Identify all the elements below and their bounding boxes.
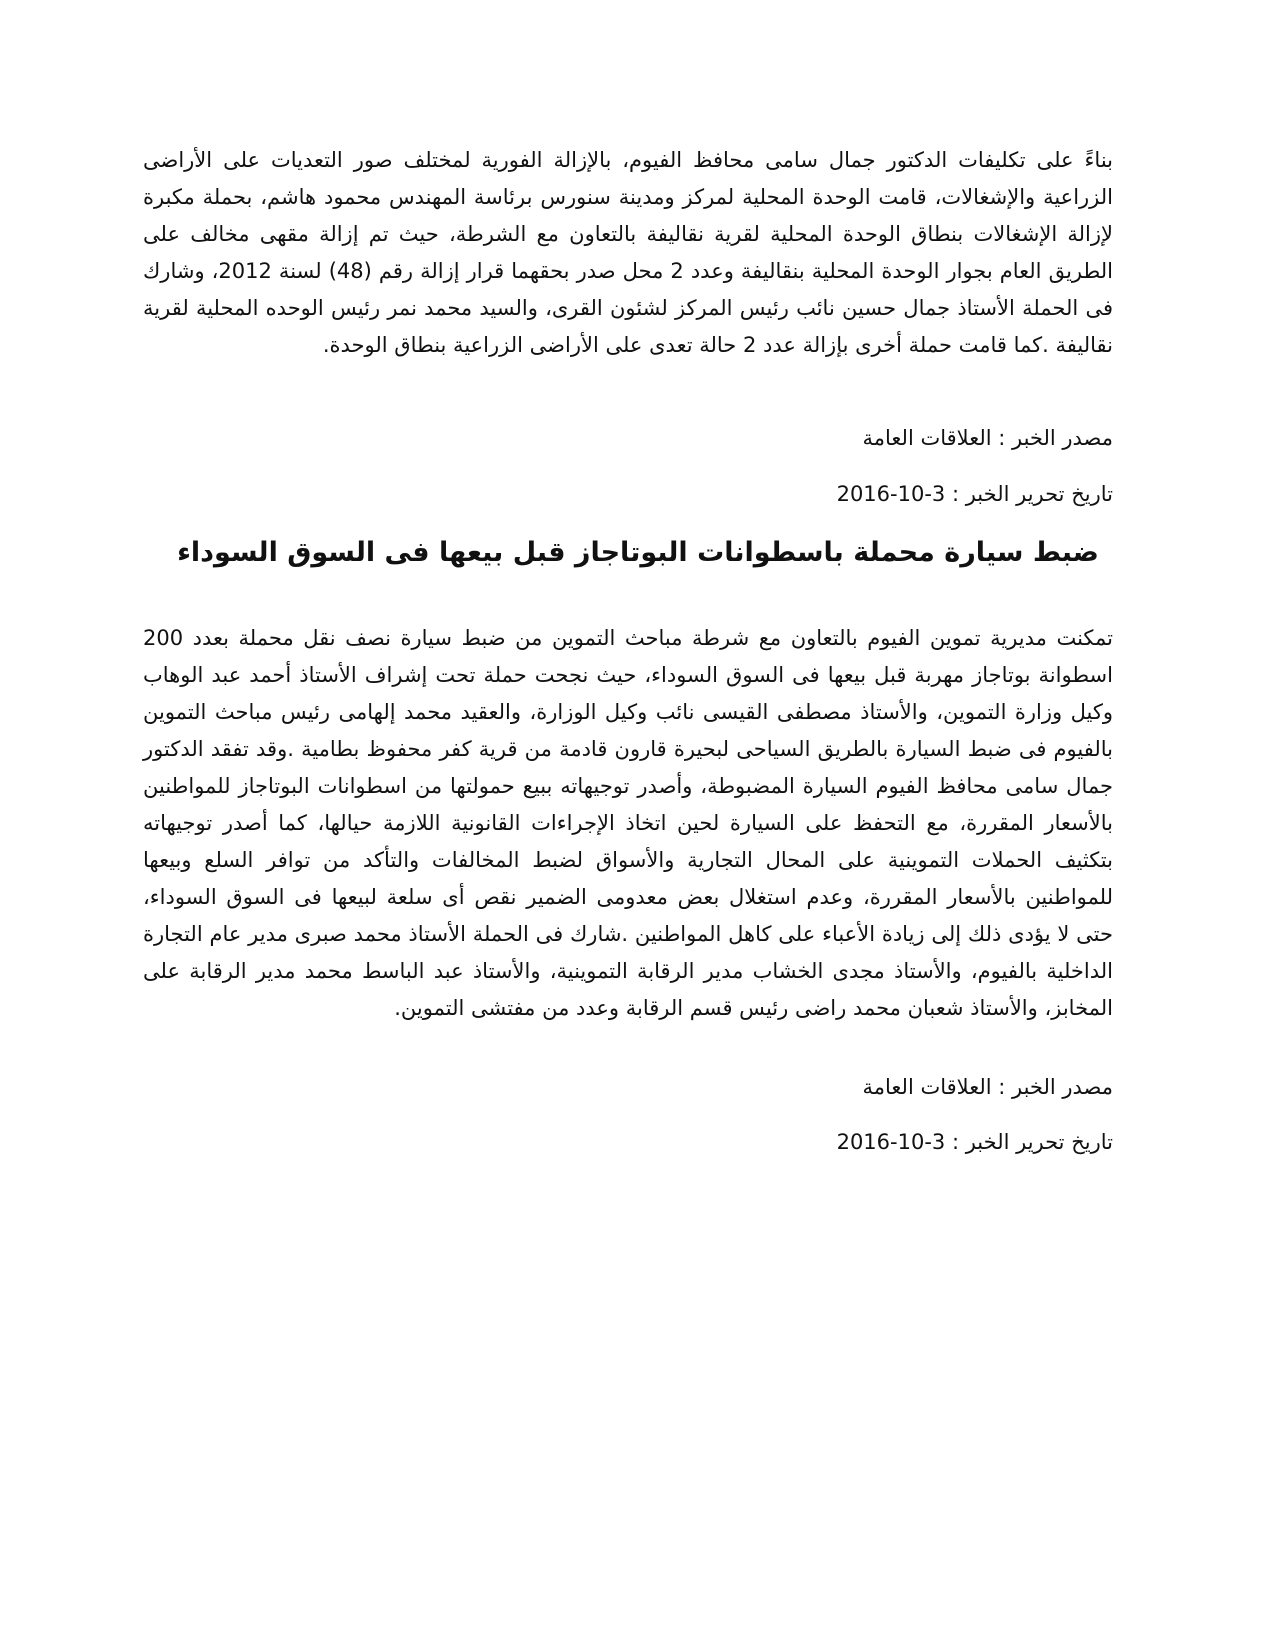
article-2-body: تمكنت مديرية تموين الفيوم بالتعاون مع شرطة مباحث التموين من ضبط سيارة نصف نقل محملة بعدد 200 اسطوانة بوتاجاز مهربة قبل بيعها فى السوق السوداء، حيث نجحت حملة تحت إشراف الأستاذ أحمد عبد الوهاب وكيل وزارة التموين، والأستاذ مصطفى القيسى نائب وكيل الوزارة، والعقيد محمد إلهامى رئيس مباحث التموين بالفيوم فى ضبط السيارة بالطريق السياحى لبحيرة قارون قادمة من قرية كفر محفوظ بطامية .وقد تفقد الدكتور جمال سامى محافظ الفيوم السيارة المضبوطة، وأصدر توجيهاته ببيع حمولتها من اسطوانات البوتاجاز للمواطنين بالأسعار المقررة، مع التحفظ على السيارة لحين اتخاذ الإجراءات القانونية اللازمة حيالها، كما أصدر توجيهاته بتكثيف الحملات التموينية على المحال التجارية والأسواق لضبط المخالفات والتأكد من توافر السلع وبيعها للمواطنين بالأسعار المقررة، وعدم استغلال بعض معدومى الضمير نقص أى سلعة لبيعها فى السوق السوداء، حتى لا يؤدى ذلك إلى زيادة الأعباء على كاهل المواطنين .شارك فى الحملة الأستاذ محمد صبرى مدير عام التجارة الداخلية بالفيوم، والأستاذ مجدى الخشاب مدير الرقابة التموينية، والأستاذ عبد الباسط محمد مدير الرقابة على المخابز، والأستاذ شعبان محمد راضى رئيس قسم الرقابة وعدد من مفتشى التموين. [143,626,1113,1020]
article-2 [143,620,1113,1027]
article-2-title: ضبط سيارة محملة باسطوانات البوتاجاز قبل بيعها فى السوق السوداء [177,537,1099,568]
article-1 [143,142,1113,364]
news-source-label: مصدر الخبر : العلاقات العامة [862,426,1113,450]
news-date-label: تاريخ تحرير الخبر : 3-10-2016 [836,1130,1113,1154]
article-1-date [143,480,1113,508]
article-1-body: بناءً على تكليفات الدكتور جمال سامى محافظ الفيوم، بالإزالة الفورية لمختلف صور التعديات على الأراضى الزراعية والإشغالات، قامت الوحدة المحلية لمركز ومدينة سنورس برئاسة المهندس محمود هاشم، بحملة مكبرة لإزالة الإشغالات بنطاق الوحدة المحلية لقرية نقاليفة بالتعاون مع الشرطة، حيث تم إزالة مقهى مخالف على الطريق العام بجوار الوحدة المحلية بنقاليفة وعدد 2 محل صدر بحقهما قرار إزالة رقم (48) لسنة 2012، وشارك فى الحملة الأستاذ جمال حسين نائب رئيس المركز لشئون القرى، والسيد محمد نمر رئيس الوحده المحلية لقرية نقاليفة .كما قامت حملة أخرى بإزالة عدد 2 حالة تعدى على الأراضى الزراعية بنطاق الوحدة. [143,148,1113,357]
news-source-label: مصدر الخبر : العلاقات العامة [862,1075,1113,1099]
article-1-source [143,424,1113,452]
article-2-source [143,1073,1113,1101]
news-date-label: تاريخ تحرير الخبر : 3-10-2016 [836,482,1113,506]
article-2-date [143,1128,1113,1156]
